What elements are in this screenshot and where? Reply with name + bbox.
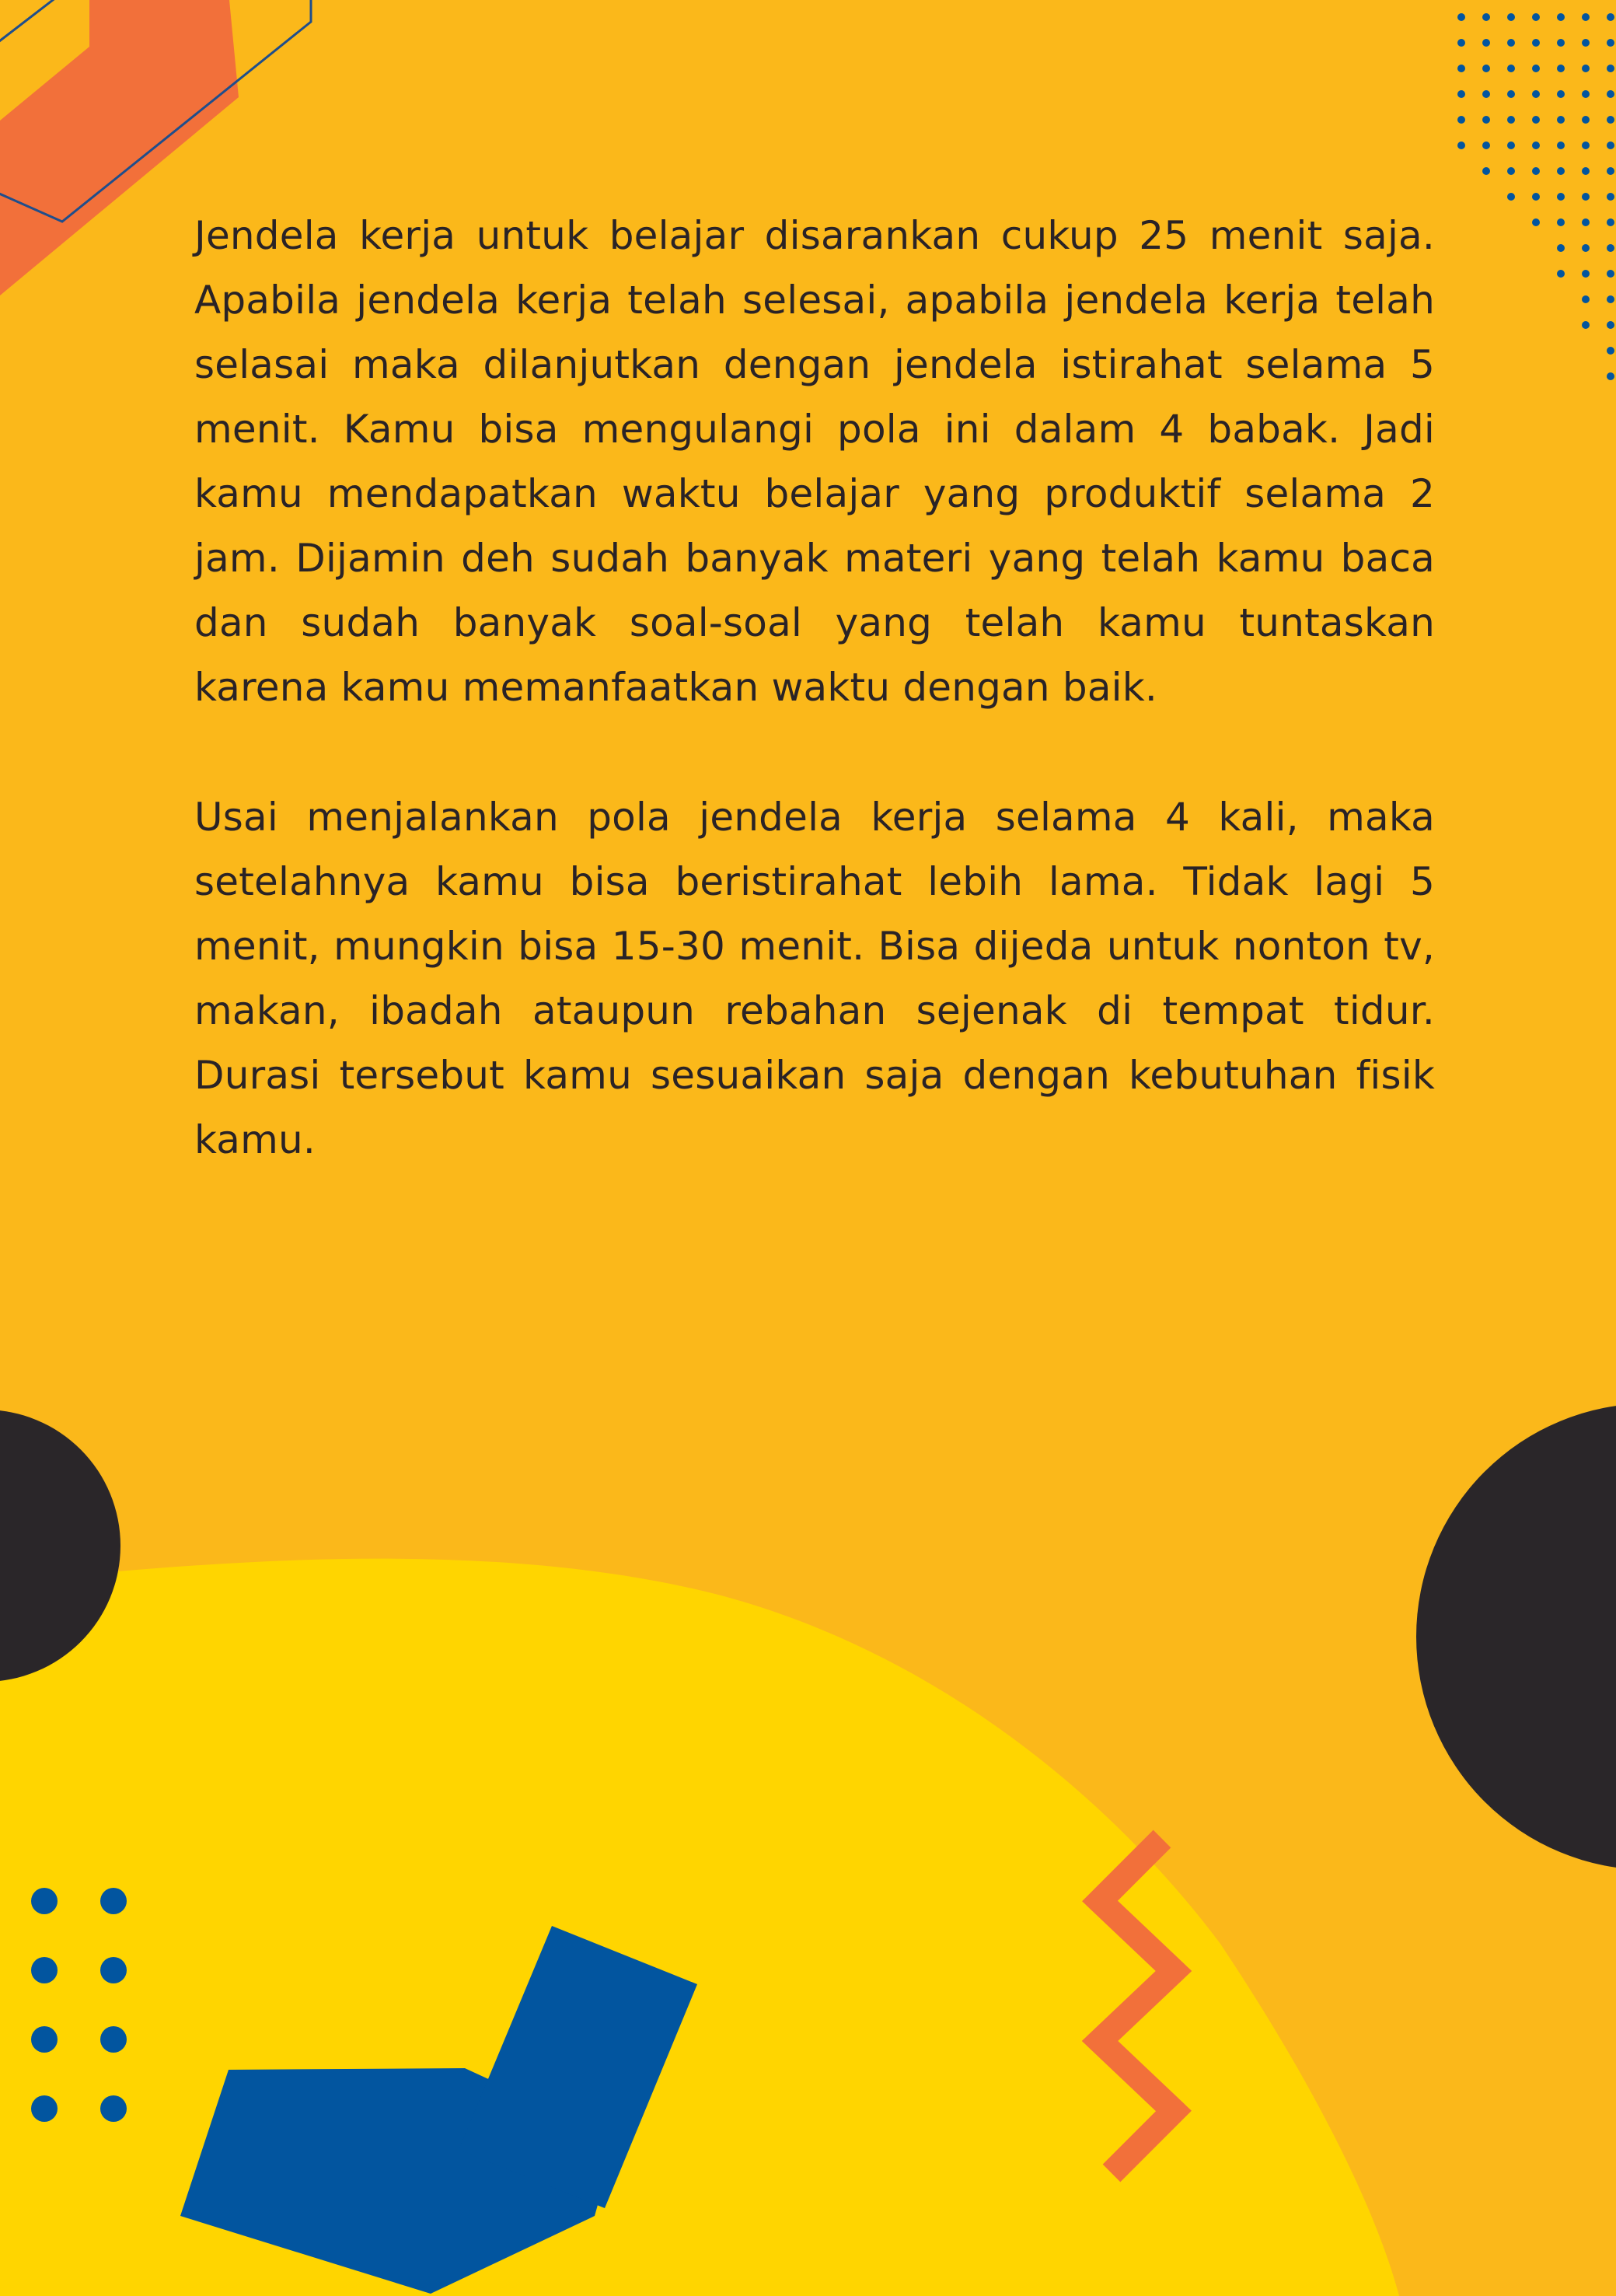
dark-circle-right: [1416, 1403, 1616, 1870]
paragraph-2: Usai menjalankan pola jendela kerja selama 4 kali, maka setelahnya kamu bisa beristirahat lebih lama. Tidak lagi 5 menit, mungkin bisa 15-30 menit. Bisa dijeda untuk nonton tv, makan, ibadah ataupun rebahan sejenak di tempat tidur. Durasi tersebut kamu sesuaikan saja dengan kebutuhan fisik kamu.: [194, 795, 1435, 1162]
dot-pattern-top-right: [1457, 13, 1614, 380]
paragraph-1: Jendela kerja untuk belajar disarankan cukup 25 menit saja. Apabila jendela kerja telah selesai, apabila jendela kerja telah selasai maka dilanjutkan dengan jendela istirahat selama 5 menit. Kamu bisa mengulangi pola ini dalam 4 babak. Jadi kamu mendapatkan waktu belajar yang produktif selama 2 jam. Dijamin deh sudah banyak materi yang telah kamu baca dan sudah banyak soal-soal yang telah kamu tuntaskan karena kamu memanfaatkan waktu dengan baik.: [194, 213, 1435, 710]
document-body: [194, 204, 1435, 1172]
